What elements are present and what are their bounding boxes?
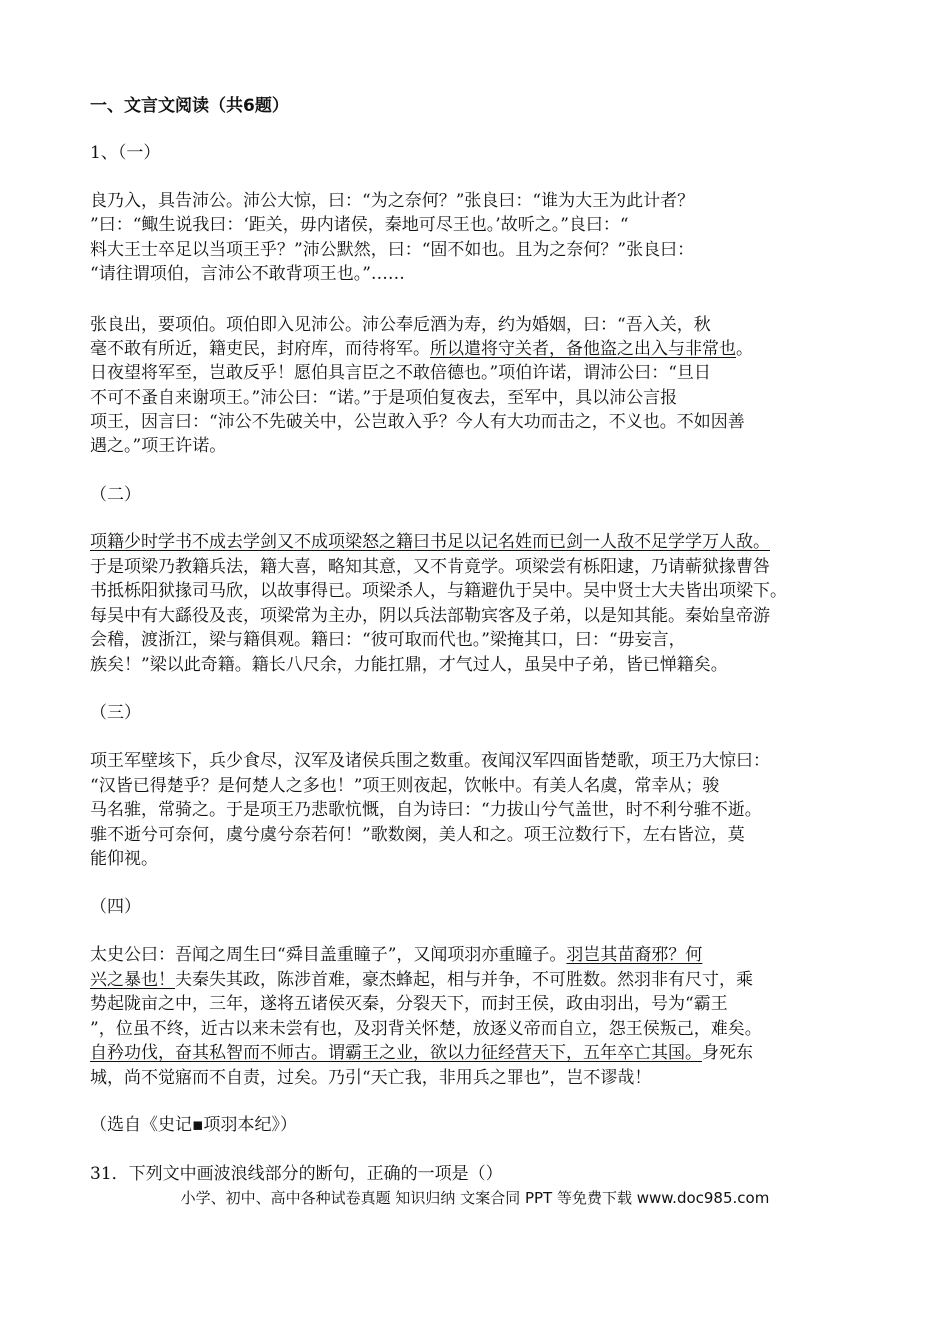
source-citation: （选自《史记▪项羽本纪》） [90, 1115, 298, 1135]
passage1-line1: 良乃入，具告沛公。沛公大惊，曰：“为之奈何？”张良曰：“谁为大王为此计者？ [90, 191, 695, 211]
underlined-sentence: 自矜功伐，奋其私智而不师古。谓霸王之业，欲以力征经营天下，五年卒亡其国。 [90, 1043, 702, 1063]
passage5-line2 [90, 968, 753, 992]
passage4-line2: “汉皆已得楚乎？是何楚人之多也！”项王则夜起，饮帐中。有美人名虞，常幸从；骏 [90, 776, 720, 796]
footer-text: 小学、初中、高中各种试卷真题 知识归纳 文案合同 PPT 等免费下载 www.doc985.com [180, 1189, 770, 1207]
passage5-line4: ”，位虽不终，近古以来未尝有也，及羽背关怀楚，放逐义帝而自立，怨王侯叛己，难矣。 [90, 1019, 762, 1039]
passage3-line5: 会稽，渡浙江，梁与籍俱观。籍曰：“彼可取而代也。”梁掩其口，曰：“毋妄言， [90, 630, 686, 650]
passage3-line6: 族矣！”梁以此奇籍。籍长八尺余，力能扛鼎，才气过人，虽吴中子弟，皆已惮籍矣。 [90, 655, 728, 675]
passage1-line3: 料大王士卒足以当项王乎？”沛公默然，曰：“固不如也。且为之奈何？”张良曰： [90, 240, 695, 260]
passage2-line3: 日夜望将军至，岂敢反乎！愿伯具言臣之不敢倍德也。”项伯许诺，谓沛公曰：“旦日 [90, 363, 711, 383]
passage5-line5 [90, 1041, 753, 1065]
section-4-label: （四） [90, 897, 141, 917]
passage5-text: 太史公曰：吾闻之周生曰“舜目盖重瞳子”，又闻项羽亦重瞳子。 [90, 945, 567, 965]
question-31: 31．下列文中画波浪线部分的断句，正确的一项是（） [90, 1164, 503, 1184]
section-title: 一、文言文阅读（共6题） [90, 96, 289, 116]
passage4-line4: 骓不逝兮可奈何，虞兮虞兮奈若何！”歌数阕，美人和之。项王泣数行下，左右皆泣，莫 [90, 825, 745, 845]
underlined-sentence: 所以遣将守关者，备他盗之出入与非常也 [430, 339, 736, 359]
passage4-line1: 项王军壁垓下，兵少食尽，汉军及诸侯兵围之数重。夜闻汉军四面皆楚歌，项王乃大惊曰： [90, 751, 770, 771]
passage2-punct: 。 [736, 339, 753, 359]
passage4-line5: 能仰视。 [90, 849, 158, 869]
passage5-line3: 势起陇亩之中，三年，遂将五诸侯灭秦，分裂天下，而封王侯，政由羽出，号为“霸王 [90, 994, 728, 1014]
section-3-label: （三） [90, 703, 141, 723]
passage5-line1 [90, 943, 702, 967]
passage5-text: 身死东 [702, 1043, 753, 1063]
passage5-text: 夫秦失其政，陈涉首难，豪杰蜂起，相与并争，不可胜数。然羽非有尺寸，乘 [175, 970, 753, 990]
passage2-line4: 不可不蚤自来谢项王。”沛公曰：“诺。”于是项伯复夜去，至军中，具以沛公言报 [90, 388, 678, 408]
passage2-line6: 遇之。”项王许诺。 [90, 436, 227, 456]
passage2-line2 [90, 337, 753, 361]
wavy-underlined-passage: 项籍少时学书不成去学剑又不成项梁怒之籍曰书足以记名姓而已剑一人敌不足学学万人敌。 [90, 532, 770, 552]
section-2-label: （二） [90, 485, 141, 505]
passage3-line3: 书抵栎阳狱掾司马欣，以故事得已。项梁杀人，与籍避仇于吴中。吴中贤士大夫皆出项梁下。 [90, 581, 787, 601]
passage3-line2: 于是项梁乃教籍兵法，籍大喜，略知其意，又不肯竟学。项梁尝有栎阳逮，乃请蕲狱掾曹咎 [90, 557, 770, 577]
passage1-line2: ”曰：“鲰生说我曰：‘距关，毋内诸侯，秦地可尽王也。’故听之。”良曰：“ [90, 215, 629, 235]
passage4-line3: 马名骓，常骑之。于是项王乃悲歌忼慨，自为诗曰：“力拔山兮气盖世，时不利兮骓不逝。 [90, 800, 762, 820]
passage2-line1: 张良出，要项伯。项伯即入见沛公。沛公奉卮酒为寿，约为婚姻，曰：“吾入关，秋 [90, 315, 711, 335]
passage1-line4: “请往谓项伯，言沛公不敢背项王也。”…… [90, 264, 405, 284]
passage3-line4: 每吴中有大繇役及丧，项梁常为主办，阴以兵法部勒宾客及子弟，以是知其能。秦始皇帝游 [90, 606, 770, 626]
underlined-sentence: 兴之暴也！ [90, 970, 175, 990]
passage2-text: 毫不敢有所近，籍吏民，封府库，而待将军。 [90, 339, 430, 359]
passage5-line6: 城，尚不觉寤而不自责，过矣。乃引“天亡我，非用兵之罪也”，岂不谬哉！ [90, 1068, 652, 1088]
passage2-line5: 项王，因言曰：“沛公不先破关中，公岂敢入乎？今人有大功而击之，不义也。不如因善 [90, 412, 745, 432]
question-1-label: 1、（一） [90, 143, 161, 163]
underlined-sentence: 羽岂其苗裔邪？何 [566, 945, 703, 965]
